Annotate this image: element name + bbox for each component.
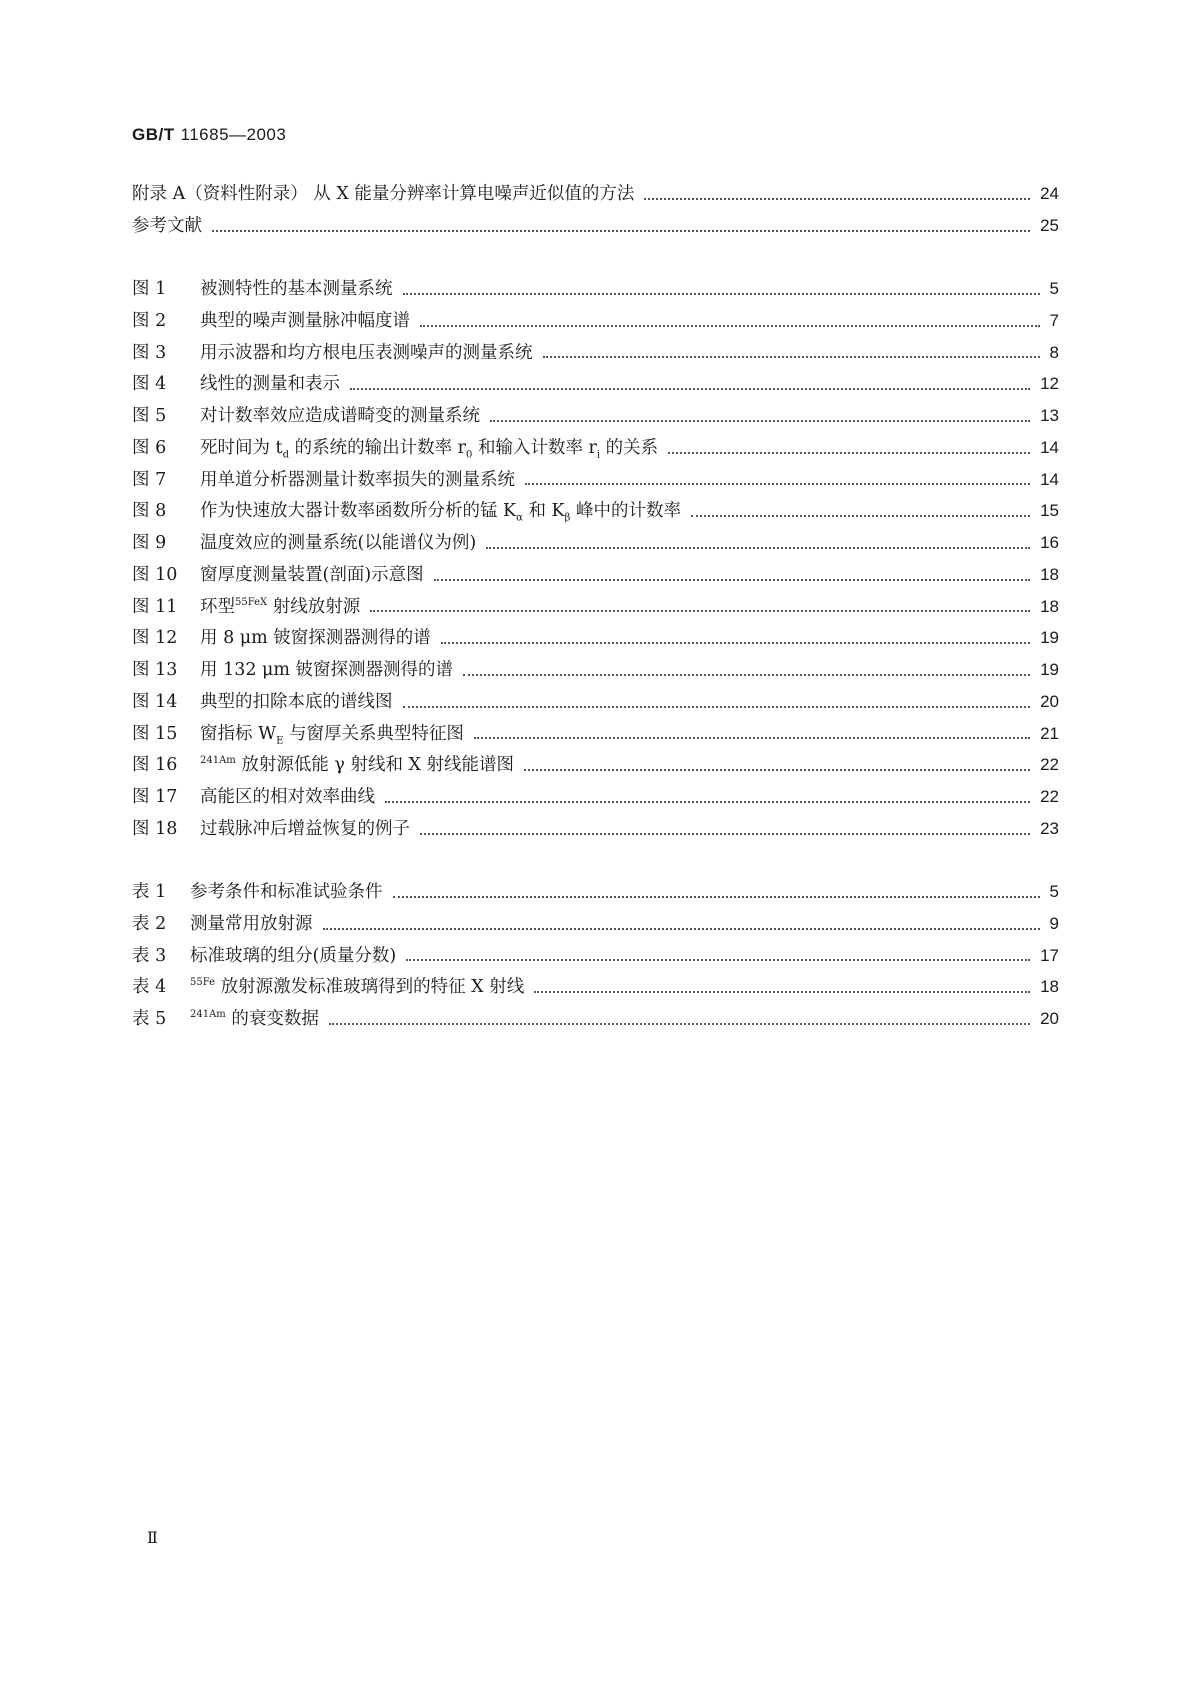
figure-page-number: 8 — [1049, 342, 1059, 362]
figure-title: 死时间为 $t_d$ 的系统的输出计数率 $r_0$ 和输入计数率 $r_i$ 的关系 — [200, 437, 659, 461]
dot-leader — [393, 895, 1040, 898]
figure-label: 图 5 — [132, 406, 167, 426]
dot-leader — [463, 673, 1030, 676]
dot-leader — [525, 482, 1030, 485]
figure-entry[interactable] — [132, 370, 1059, 402]
table-page-number: 9 — [1049, 913, 1059, 933]
dot-leader — [403, 292, 1040, 295]
dot-leader — [524, 768, 1030, 771]
standard-prefix: GB/T — [132, 125, 175, 144]
figure-page-number: 14 — [1040, 469, 1059, 489]
table-label: 表 3 — [132, 945, 167, 966]
table-label: 表 2 — [132, 913, 167, 934]
table-page-number: 20 — [1040, 1009, 1059, 1028]
figure-title: 对计数率效应造成谱畸变的测量系统 — [200, 406, 480, 426]
table-list — [132, 878, 1059, 1037]
dot-leader — [403, 705, 1031, 708]
figure-page-number: 22 — [1040, 787, 1059, 806]
table-entry[interactable] — [132, 1005, 1059, 1037]
table-entry[interactable] — [132, 942, 1059, 974]
table-page-number: 18 — [1040, 977, 1059, 997]
figure-entry[interactable] — [132, 402, 1059, 434]
figure-title: 被测特性的基本测量系统 — [200, 279, 393, 299]
table-page-number: 5 — [1049, 882, 1059, 901]
dot-leader — [323, 927, 1040, 930]
table-page-number: 17 — [1040, 945, 1059, 965]
figure-title: 用 132 μm 铍窗探测器测得的谱 — [200, 660, 454, 680]
dot-leader — [691, 514, 1030, 517]
dot-leader — [385, 800, 1030, 803]
figure-label: 图 1 — [132, 279, 167, 299]
figure-label: 图 16 — [132, 755, 178, 776]
standard-number: 11685—2003 — [180, 125, 287, 144]
dot-leader — [420, 832, 1030, 835]
figure-page-number: 19 — [1040, 628, 1059, 648]
figure-entry[interactable] — [132, 656, 1059, 688]
figure-title: 线性的测量和表示 — [200, 374, 340, 395]
table-label: 表 1 — [132, 882, 167, 902]
figure-page-number: 15 — [1040, 501, 1059, 521]
table-title: 标准玻璃的组分(质量分数) — [190, 945, 397, 966]
figure-entry[interactable] — [132, 624, 1059, 656]
appendix-page-number: 24 — [1040, 184, 1059, 203]
dot-leader — [644, 197, 1030, 200]
document-code — [132, 125, 286, 145]
table-entry[interactable] — [132, 973, 1059, 1005]
figure-label: 图 3 — [132, 342, 167, 363]
figure-page-number: 16 — [1040, 533, 1059, 552]
figure-title: 温度效应的测量系统(以能谱仪为例) — [200, 533, 477, 553]
dot-leader — [441, 641, 1030, 644]
figure-title: 典型的扣除本底的谱线图 — [200, 691, 393, 712]
figure-label: 图 15 — [132, 723, 178, 744]
figure-title: 高能区的相对效率曲线 — [200, 787, 375, 807]
figure-page-number: 23 — [1040, 818, 1059, 838]
figure-title: 窗厚度测量装置(剖面)示意图 — [200, 564, 424, 585]
dot-leader — [329, 1022, 1030, 1025]
figure-title: 环型$^{55FeX}$ 射线放射源 — [200, 596, 361, 617]
appendix-page-number: 25 — [1040, 215, 1059, 235]
dot-leader — [420, 324, 1040, 327]
figure-entry[interactable] — [132, 688, 1059, 720]
dot-leader — [490, 419, 1030, 422]
figure-label: 图 13 — [132, 660, 178, 680]
figure-page-number: 18 — [1040, 596, 1059, 616]
figure-entry[interactable] — [132, 529, 1059, 561]
figure-title: 用 8 μm 铍窗探测器测得的谱 — [200, 628, 431, 649]
figure-label: 图 17 — [132, 787, 178, 807]
appendix-entry[interactable] — [132, 212, 1059, 244]
figure-entry[interactable] — [132, 815, 1059, 847]
figure-page-number: 18 — [1040, 564, 1059, 584]
figure-list — [132, 275, 1059, 847]
figure-title: 用单道分析器测量计数率损失的测量系统 — [200, 469, 515, 490]
figure-page-number: 5 — [1049, 279, 1059, 298]
figure-title: 作为快速放大器计数率函数所分析的锰 $K_\alpha$ 和 $K_\beta$ 峰中的计数率 — [200, 501, 681, 524]
appendix-entry[interactable] — [132, 180, 1059, 212]
figure-label: 图 6 — [132, 437, 167, 458]
dot-leader — [370, 609, 1030, 612]
figure-label: 图 2 — [132, 310, 167, 331]
table-entry[interactable] — [132, 910, 1059, 942]
figure-entry[interactable] — [132, 783, 1059, 815]
dot-leader — [474, 736, 1030, 739]
table-label: 表 5 — [132, 1009, 167, 1029]
dot-leader — [212, 229, 1030, 232]
figure-entry[interactable] — [132, 593, 1059, 625]
figure-label: 图 9 — [132, 533, 167, 553]
dot-leader — [406, 958, 1030, 961]
figure-entry[interactable] — [132, 466, 1059, 498]
figure-title: 过载脉冲后增益恢复的例子 — [200, 818, 410, 839]
page-number: Ⅱ — [147, 1528, 158, 1547]
figure-label: 图 10 — [132, 564, 178, 585]
figure-page-number: 13 — [1040, 406, 1059, 425]
figure-page-number: 7 — [1049, 310, 1059, 330]
dot-leader — [534, 990, 1030, 993]
figure-page-number: 22 — [1040, 755, 1059, 775]
figure-entry[interactable] — [132, 720, 1059, 752]
figure-entry[interactable] — [132, 497, 1059, 529]
figure-title: $^{241Am}$ 放射源低能 γ 射线和 X 射线能谱图 — [200, 755, 515, 776]
dot-leader — [486, 546, 1030, 549]
figure-entry[interactable] — [132, 561, 1059, 593]
figure-title: 窗指标 $W_E$ 与窗厚关系典型特征图 — [200, 723, 464, 746]
figure-label: 图 7 — [132, 469, 167, 490]
figure-page-number: 12 — [1040, 374, 1059, 394]
appendix-list — [132, 180, 1059, 244]
figure-page-number: 19 — [1040, 660, 1059, 679]
table-title: 测量常用放射源 — [190, 913, 313, 934]
figure-label: 图 14 — [132, 691, 178, 712]
dot-leader — [434, 578, 1030, 581]
figure-page-number: 14 — [1040, 437, 1059, 457]
figure-label: 图 18 — [132, 818, 178, 839]
figure-label: 图 12 — [132, 628, 178, 649]
dot-leader — [543, 355, 1040, 358]
figure-entry[interactable] — [132, 434, 1059, 466]
table-label: 表 4 — [132, 977, 167, 998]
table-title: 参考条件和标准试验条件 — [190, 882, 383, 902]
appendix-title: 附录 A（资料性附录） 从 X 能量分辨率计算电噪声近似值的方法 — [132, 184, 635, 204]
table-entry[interactable] — [132, 878, 1059, 910]
table-title: $^{55Fe}$ 放射源激发标准玻璃得到的特征 X 射线 — [190, 977, 525, 998]
figure-page-number: 20 — [1040, 691, 1059, 711]
figure-title: 用示波器和均方根电压表测噪声的测量系统 — [200, 342, 533, 363]
figure-entry[interactable] — [132, 339, 1059, 371]
figure-entry[interactable] — [132, 307, 1059, 339]
figure-page-number: 21 — [1040, 723, 1059, 743]
figure-label: 图 4 — [132, 374, 167, 395]
figure-label: 图 8 — [132, 501, 167, 522]
dot-leader — [350, 387, 1030, 390]
figure-entry[interactable] — [132, 275, 1059, 307]
dot-leader — [668, 451, 1030, 454]
figure-title: 典型的噪声测量脉冲幅度谱 — [200, 310, 410, 331]
appendix-title: 参考文献 — [132, 215, 202, 236]
table-title: $^{241Am}$ 的衰变数据 — [190, 1009, 319, 1029]
figure-entry[interactable] — [132, 751, 1059, 783]
figure-label: 图 11 — [132, 596, 178, 617]
